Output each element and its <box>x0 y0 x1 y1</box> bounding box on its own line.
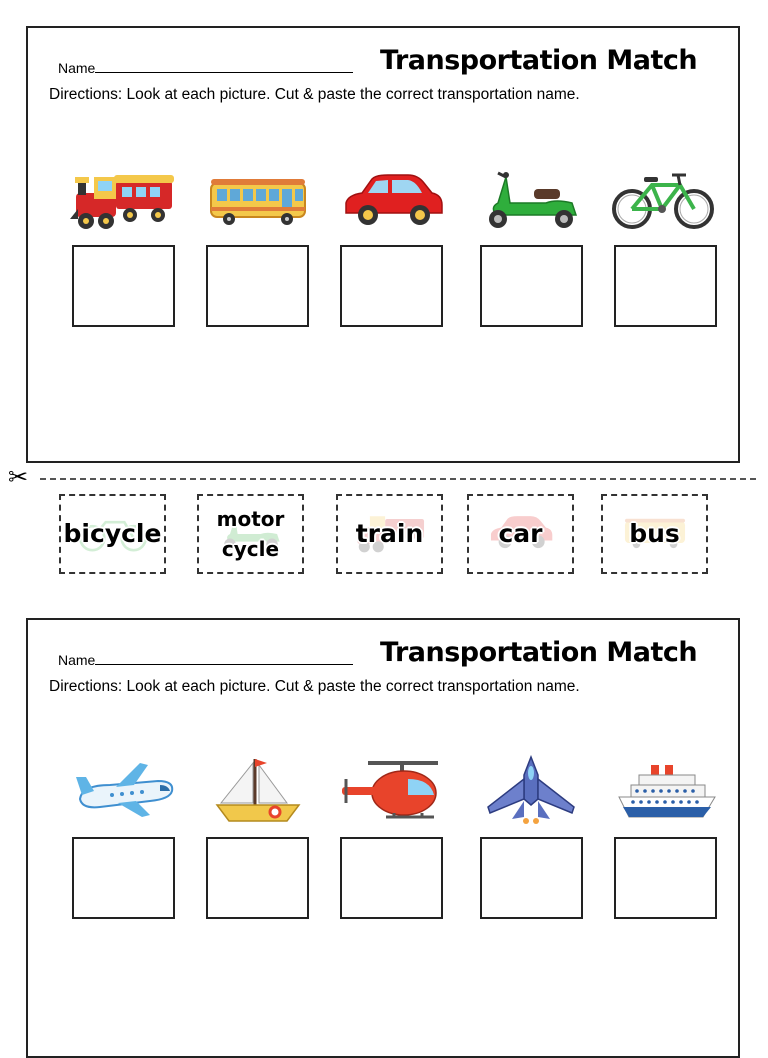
label-text: train <box>355 519 424 548</box>
scooter-icon <box>476 163 586 235</box>
sailboat-icon <box>203 755 313 827</box>
answer-box-2[interactable] <box>206 245 309 327</box>
answer-box-5[interactable] <box>614 245 717 327</box>
page-title: Transportation Match <box>380 45 698 76</box>
label-text: car <box>498 519 543 548</box>
page-title: Transportation Match <box>380 637 698 668</box>
worksheet-top <box>26 26 740 463</box>
name-line <box>95 652 353 665</box>
scissors-icon: ✂ <box>8 464 29 491</box>
answer-box-10[interactable] <box>614 837 717 919</box>
label-card-bus[interactable] <box>601 494 708 574</box>
label-card-bicycle[interactable] <box>59 494 166 574</box>
airplane-icon <box>70 755 180 827</box>
answer-box-1[interactable] <box>72 245 175 327</box>
label-text: bicycle <box>63 519 162 548</box>
label-text-line1: motor <box>216 507 285 531</box>
answer-box-7[interactable] <box>206 837 309 919</box>
car-icon <box>338 163 448 235</box>
answer-box-6[interactable] <box>72 837 175 919</box>
label-card-car[interactable] <box>467 494 574 574</box>
directions-text: Directions: Look at each picture. Cut & paste the correct transportation name. <box>49 86 580 103</box>
name-label: Name <box>58 652 96 668</box>
label-text: bus <box>629 519 680 548</box>
train-icon <box>68 163 178 235</box>
name-field <box>58 60 353 76</box>
name-line <box>95 60 353 73</box>
directions-text: Directions: Look at each picture. Cut & paste the correct transportation name. <box>49 678 580 695</box>
label-card-train[interactable] <box>336 494 443 574</box>
answer-box-9[interactable] <box>480 837 583 919</box>
worksheet-bottom <box>26 618 740 1058</box>
name-label: Name <box>58 60 96 76</box>
name-field <box>58 652 353 668</box>
answer-box-4[interactable] <box>480 245 583 327</box>
ship-icon <box>611 755 721 827</box>
answer-box-8[interactable] <box>340 837 443 919</box>
helicopter-icon <box>338 755 448 827</box>
bus-icon <box>203 163 313 235</box>
answer-box-3[interactable] <box>340 245 443 327</box>
label-text-line2: cycle <box>221 537 280 561</box>
jet-icon <box>476 755 586 827</box>
bicycle-icon <box>608 163 718 235</box>
cut-line <box>40 478 756 480</box>
label-card-motorcycle[interactable] <box>197 494 304 574</box>
